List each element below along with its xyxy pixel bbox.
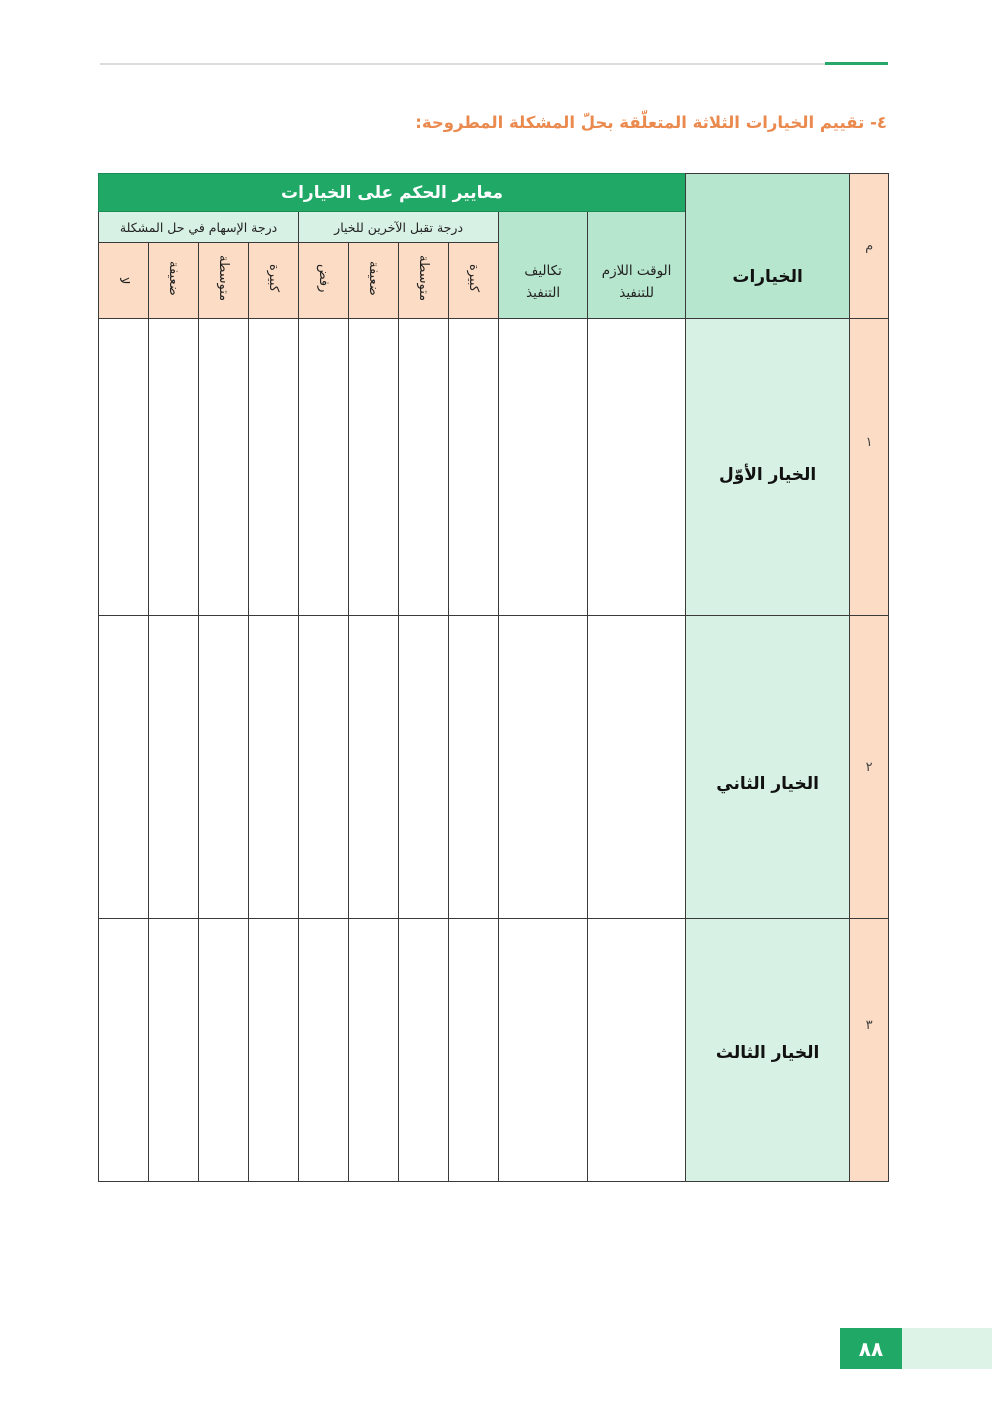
header-options: الخيارات: [732, 267, 803, 287]
acceptance-group-header: درجة تقبل الآخرين للخيار: [299, 212, 499, 243]
implementation-cost-header: تكاليف التنفيذ: [499, 212, 588, 319]
cell-acceptance-weak-1[interactable]: [349, 319, 399, 616]
acceptance-level-reject: رفض: [299, 243, 349, 319]
cell-contribution-medium-3[interactable]: [199, 919, 249, 1182]
cell-acceptance-weak-3[interactable]: [349, 919, 399, 1182]
table-row: [99, 919, 889, 1182]
cell-contribution-none-1[interactable]: [99, 319, 149, 616]
cell-acceptance-reject-2[interactable]: [299, 616, 349, 919]
header-num-cell: [850, 174, 889, 319]
page-number: ٨٨: [840, 1328, 902, 1369]
cell-acceptance-medium-1[interactable]: [399, 319, 449, 616]
row-option: الخيار الثاني: [686, 616, 850, 919]
contribution-level-large: كبيرة: [249, 243, 299, 319]
cell-acceptance-reject-3[interactable]: [299, 919, 349, 1182]
evaluation-table: [98, 173, 889, 1182]
cell-cost-2[interactable]: [499, 616, 588, 919]
cell-contribution-none-3[interactable]: [99, 919, 149, 1182]
cell-time-2[interactable]: [588, 616, 686, 919]
acceptance-level-medium: متوسطة: [399, 243, 449, 319]
contribution-level-medium: متوسطة: [199, 243, 249, 319]
table-row: [99, 319, 889, 616]
acceptance-level-weak: ضعيفة: [349, 243, 399, 319]
cell-contribution-none-2[interactable]: [99, 616, 149, 919]
cell-acceptance-large-1[interactable]: [449, 319, 499, 616]
acceptance-level-large: كبيرة: [449, 243, 499, 319]
cell-acceptance-medium-3[interactable]: [399, 919, 449, 1182]
cell-contribution-weak-2[interactable]: [149, 616, 199, 919]
cell-acceptance-large-2[interactable]: [449, 616, 499, 919]
cell-time-1[interactable]: [588, 319, 686, 616]
header-num: م: [865, 238, 874, 254]
section-heading: ٤- تقييم الخيارات الثلاثة المتعلّقة بحلّ المشكلة المطروحة:: [415, 113, 887, 132]
cell-contribution-large-2[interactable]: [249, 616, 299, 919]
cell-contribution-large-3[interactable]: [249, 919, 299, 1182]
cell-contribution-large-1[interactable]: [249, 319, 299, 616]
cell-contribution-medium-2[interactable]: [199, 616, 249, 919]
row-number: ٢: [850, 616, 889, 919]
row-number: ٣: [850, 919, 889, 1182]
cell-cost-1[interactable]: [499, 319, 588, 616]
table-row: [99, 616, 889, 919]
contribution-group-header: درجة الإسهام في حل المشكلة: [99, 212, 299, 243]
top-divider-accent: [825, 62, 888, 65]
cell-acceptance-large-3[interactable]: [449, 919, 499, 1182]
cell-contribution-weak-3[interactable]: [149, 919, 199, 1182]
cell-acceptance-medium-2[interactable]: [399, 616, 449, 919]
header-options-cell: [686, 174, 850, 319]
cell-acceptance-weak-2[interactable]: [349, 616, 399, 919]
cell-cost-3[interactable]: [499, 919, 588, 1182]
cell-contribution-weak-1[interactable]: [149, 319, 199, 616]
criteria-header: معايير الحكم على الخيارات: [99, 174, 686, 212]
row-number: ١: [850, 319, 889, 616]
contribution-level-none: لا: [99, 243, 149, 319]
top-divider: [100, 63, 825, 65]
page-number-band: [902, 1328, 992, 1369]
row-option: الخيار الأوّل: [686, 319, 850, 616]
cell-time-3[interactable]: [588, 919, 686, 1182]
contribution-level-weak: ضعيفة: [149, 243, 199, 319]
cell-acceptance-reject-1[interactable]: [299, 319, 349, 616]
time-required-header: الوقت اللازم للتنفيذ: [588, 212, 686, 319]
row-option: الخيار الثالث: [686, 919, 850, 1182]
cell-contribution-medium-1[interactable]: [199, 319, 249, 616]
